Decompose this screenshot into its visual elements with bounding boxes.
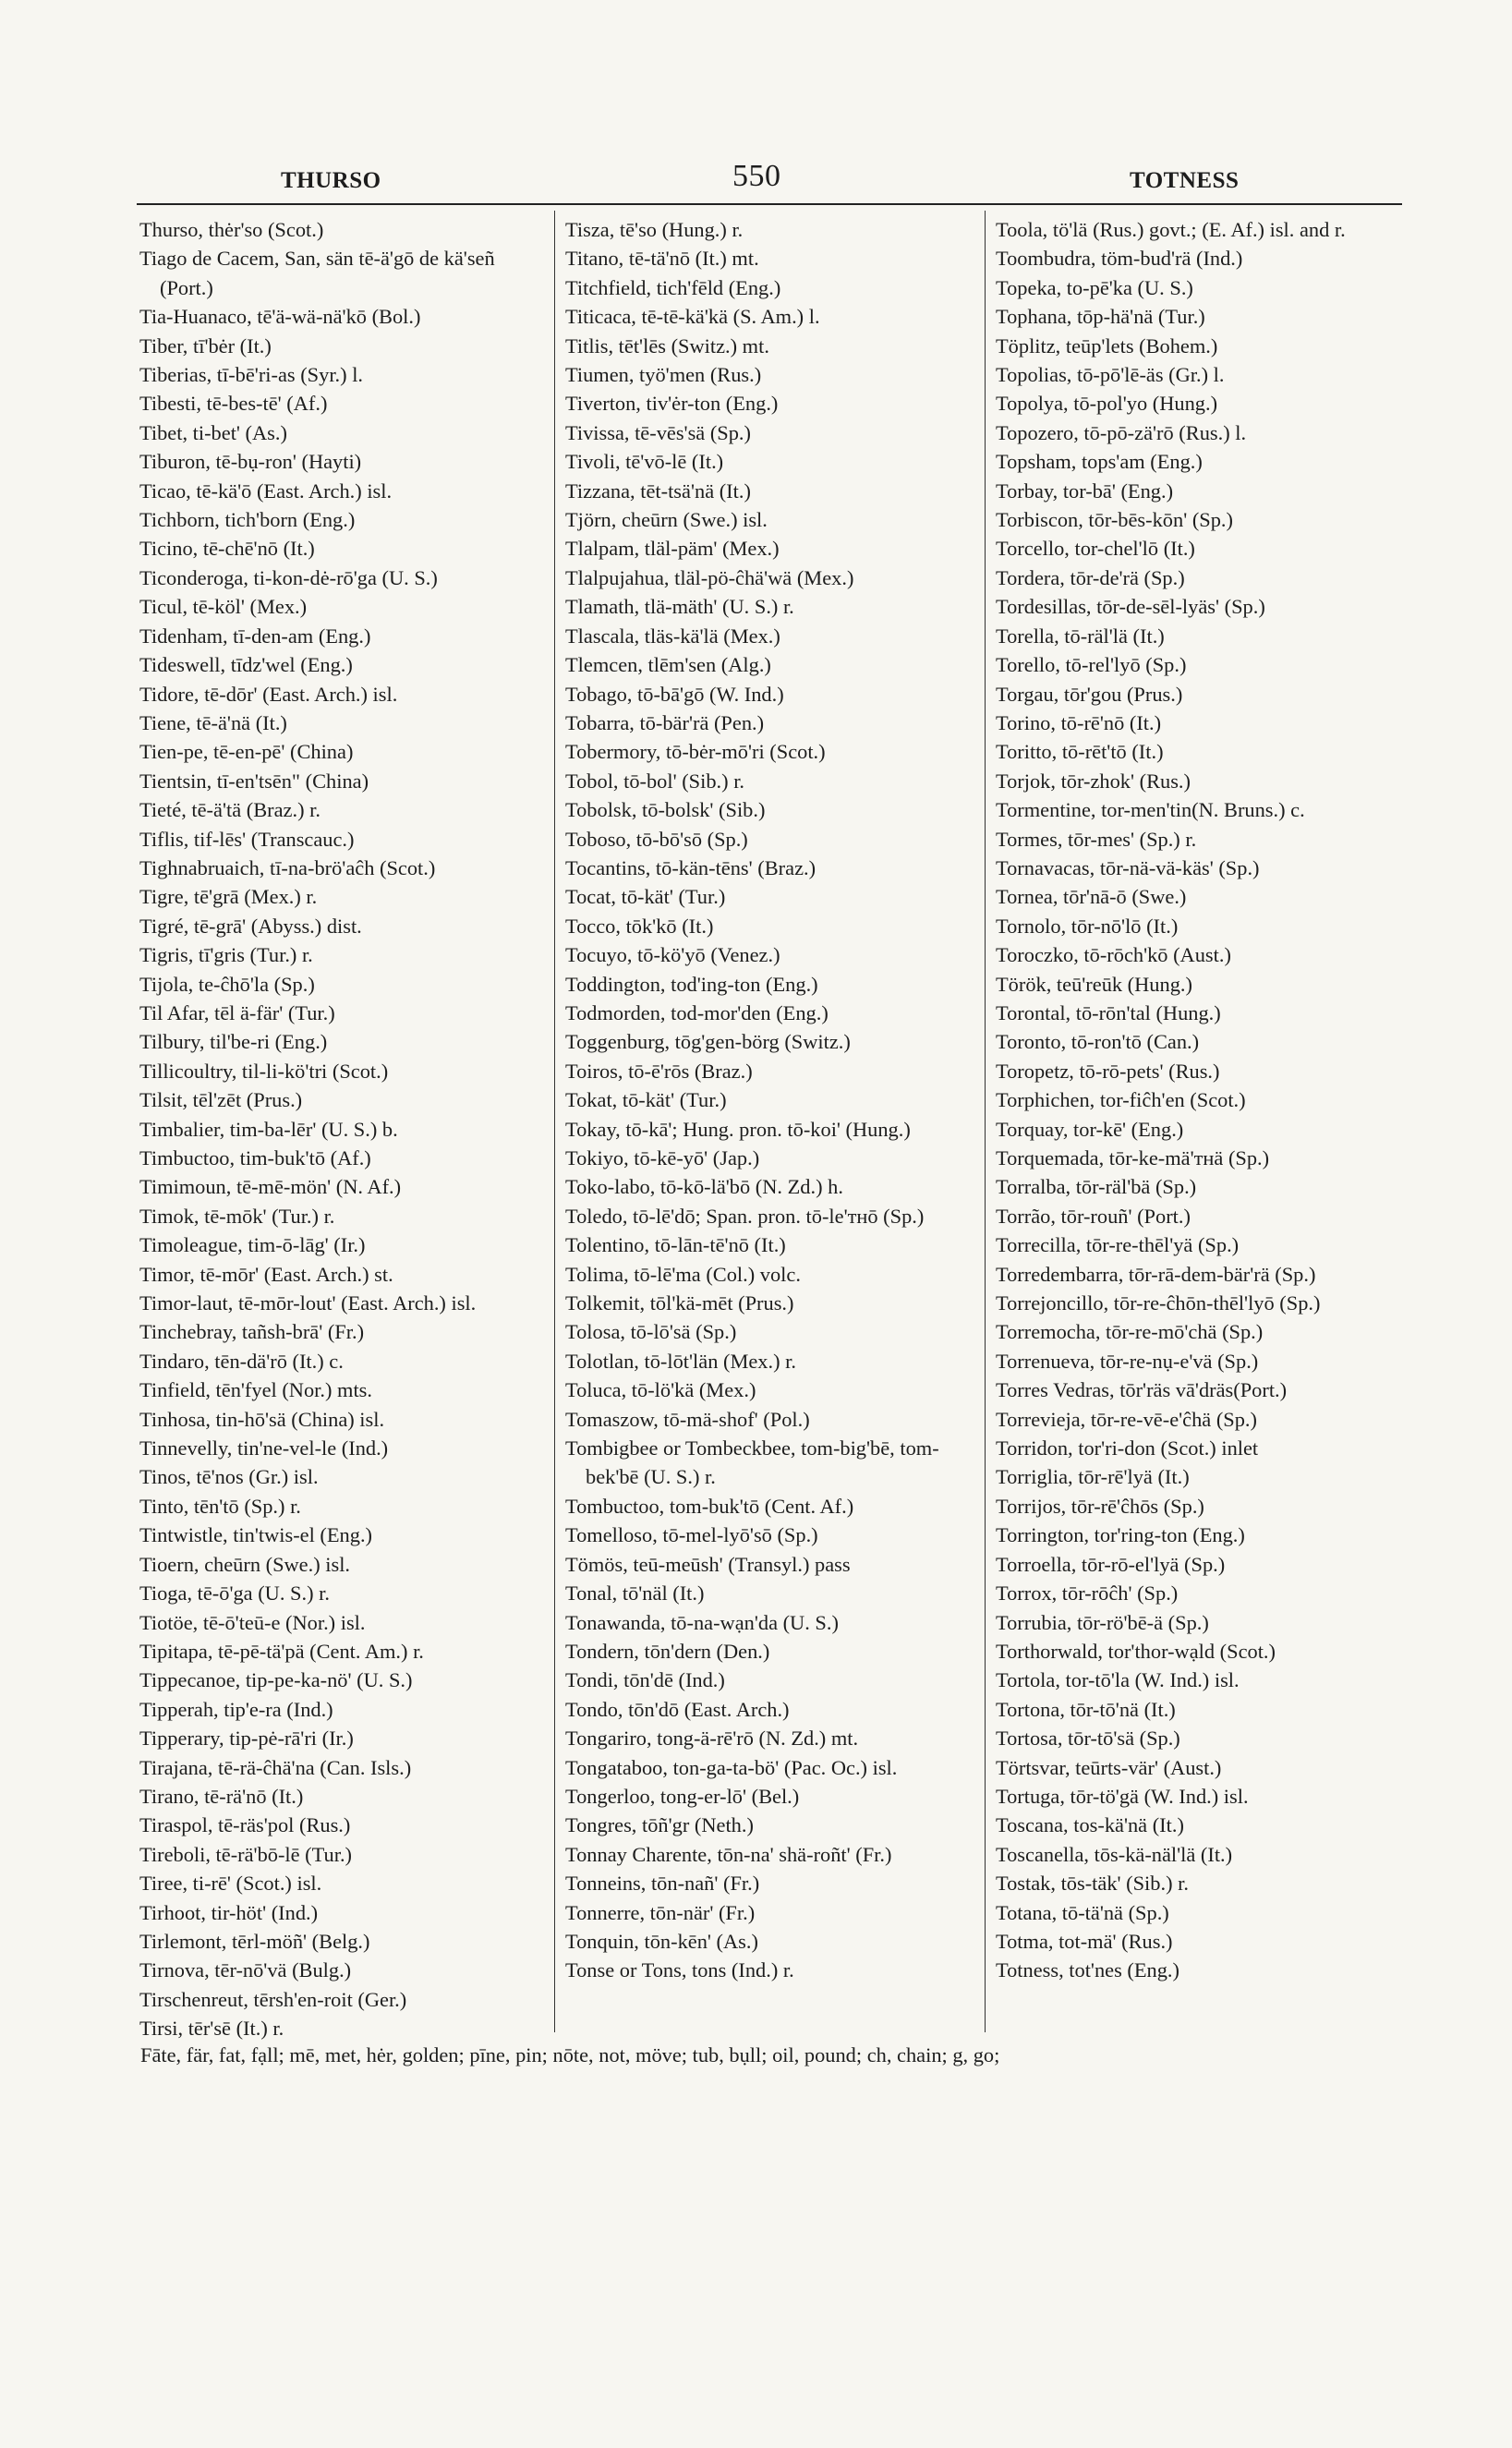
gazetteer-entry: Torino, tō-rē'nō (It.) <box>996 710 1162 734</box>
gazetteer-entry: Toledo, tō-lē'dō; Span. pron. tō-le'ᴛʜō (Sp.) <box>565 1204 925 1228</box>
gazetteer-entry: Tokat, tō-kät' (Tur.) <box>565 1088 727 1112</box>
gazetteer-entry: Tinchebray, tañsh-brā' (Fr.) <box>139 1320 365 1344</box>
gazetteer-entry: Tia-Huanaco, tē'ä-wä-nä'kō (Bol.) <box>139 305 421 329</box>
gazetteer-entry: Tivissa, tē-vēs'sä (Sp.) <box>565 420 751 444</box>
gazetteer-entry: Toiros, tō-ē'rōs (Braz.) <box>565 1059 753 1083</box>
gazetteer-entry: Tiber, tī'bėr (It.) <box>139 333 272 358</box>
gazetteer-entry: Tisza, tē'so (Hung.) r. <box>565 218 744 241</box>
gazetteer-entry: Tipperary, tip-pė-rā'ri (Ir.) <box>139 1727 354 1751</box>
gazetteer-entry: Torridon, tor'ri-don (Scot.) inlet <box>996 1436 1259 1460</box>
gazetteer-entry: Tongres, tōñ'gr (Neth.) <box>565 1813 754 1837</box>
gazetteer-entry: Tolosa, tō-lō'sä (Sp.) <box>565 1320 737 1344</box>
gazetteer-entry: Tocco, tōk'kō (It.) <box>565 914 714 938</box>
gazetteer-entry: Titano, tē-tä'nō (It.) mt. <box>565 247 759 271</box>
header-left-guide-word: THURSO <box>281 168 381 193</box>
gazetteer-entry: Tonal, tō'näl (It.) <box>565 1582 705 1606</box>
gazetteer-entry: Tobol, tō-bol' (Sib.) r. <box>565 769 745 793</box>
gazetteer-entry: Torquay, tor-kē' (Eng.) <box>996 1117 1184 1141</box>
gazetteer-entry: Totma, tot-mä' (Rus.) <box>996 1929 1173 1953</box>
gazetteer-entry: Todmorden, tod-mor'den (Eng.) <box>565 1000 829 1024</box>
gazetteer-entry: Tiraspol, tē-räs'pol (Rus.) <box>139 1813 351 1837</box>
gazetteer-entry: Topsham, tops'am (Eng.) <box>996 450 1203 474</box>
gazetteer-entry: Timor, tē-mōr' (East. Arch.) st. <box>139 1262 393 1286</box>
gazetteer-entry: Tiene, tē-ä'nä (It.) <box>139 710 287 734</box>
gazetteer-entry: Torello, tō-rel'lyō (Sp.) <box>996 653 1187 677</box>
gazetteer-entry: Tonquin, tōn-kēn' (As.) <box>565 1929 758 1953</box>
gazetteer-entry: Tindaro, tēn-dä'rō (It.) c. <box>139 1349 344 1373</box>
gazetteer-entry: Tombigbee or Tombeckbee, tom-big'bē, tom-bek'bē (U. S.) r. <box>565 1436 939 1489</box>
gazetteer-entry: Timoleague, tim-ō-lāg' (Ir.) <box>139 1233 366 1257</box>
gazetteer-entry: Tonneins, tōn-nañ' (Fr.) <box>565 1872 760 1896</box>
gazetteer-entry: Torthorwald, tor'thor-wạld (Scot.) <box>996 1639 1276 1663</box>
gazetteer-entry: Tongariro, tong-ä-rē'rō (N. Zd.) mt. <box>565 1727 859 1751</box>
gazetteer-entry: Tostak, tōs-täk' (Sib.) r. <box>996 1872 1189 1896</box>
gazetteer-entry: Tombuctoo, tom-buk'tō (Cent. Af.) <box>565 1494 854 1518</box>
page-header <box>137 159 1402 200</box>
gazetteer-entry: Török, teū'reūk (Hung.) <box>996 972 1192 996</box>
gazetteer-entry: Tipitapa, tē-pē-tä'pä (Cent. Am.) r. <box>139 1639 424 1663</box>
gazetteer-entry: Tirnova, tēr-nō'vä (Bulg.) <box>139 1958 352 1982</box>
gazetteer-entry: Tintwistle, tin'twis-el (Eng.) <box>139 1523 372 1547</box>
gazetteer-entry: Törtsvar, teūrts-vär' (Aust.) <box>996 1755 1222 1779</box>
gazetteer-entry: Tormentine, tor-men'tin(N. Bruns.) c. <box>996 798 1305 822</box>
gazetteer-entry: Tocat, tō-kät' (Tur.) <box>565 885 726 909</box>
gazetteer-entry: Toggenburg, tōg'gen-börg (Switz.) <box>565 1030 851 1054</box>
gazetteer-entry: Tigre, tē'grā (Mex.) r. <box>139 885 318 909</box>
gazetteer-entry: Timimoun, tē-mē-mön' (N. Af.) <box>139 1175 402 1199</box>
gazetteer-entry: Tornea, tōr'nā-ō (Swe.) <box>996 885 1187 909</box>
gazetteer-entry: Toscana, tos-kä'nä (It.) <box>996 1813 1184 1837</box>
gazetteer-entry: Tobolsk, tō-bolsk' (Sib.) <box>565 798 766 822</box>
gazetteer-entry: Tidenham, tī-den-am (Eng.) <box>139 624 371 648</box>
gazetteer-entry: Torralba, tōr-räl'bä (Sp.) <box>996 1175 1197 1199</box>
gazetteer-entry: Torrenueva, tōr-re-nụ-e'vä (Sp.) <box>996 1349 1259 1373</box>
gazetteer-entry: Tinhosa, tin-hō'sä (China) isl. <box>139 1407 385 1431</box>
gazetteer-entry: Tigré, tē-grā' (Abyss.) dist. <box>139 914 362 938</box>
gazetteer-entry: Torriglia, tōr-rē'lyä (It.) <box>996 1465 1190 1489</box>
gazetteer-entry: Tibesti, tē-bes-tē' (Af.) <box>139 392 328 416</box>
gazetteer-entry: Tortuga, tōr-tö'gä (W. Ind.) isl. <box>996 1784 1249 1808</box>
column-2 <box>565 215 975 1985</box>
gazetteer-entry: Tonnerre, tōn-när' (Fr.) <box>565 1900 756 1924</box>
gazetteer-entry: Torrejoncillo, tōr-re-ĉhōn-thēl'lyō (Sp.) <box>996 1291 1321 1315</box>
gazetteer-entry: Tirlemont, tērl-möñ' (Belg.) <box>139 1929 370 1953</box>
gazetteer-entry: Tibet, ti-bet' (As.) <box>139 420 287 444</box>
gazetteer-entry: Tortona, tōr-tō'nä (It.) <box>996 1697 1176 1721</box>
gazetteer-entry: Tobago, tō-bā'gō (W. Ind.) <box>565 682 784 706</box>
gazetteer-entry: Torres Vedras, tōr'räs vā'dräs(Port.) <box>996 1378 1288 1402</box>
gazetteer-entry: Tlalpam, tläl-päm' (Mex.) <box>565 537 780 561</box>
gazetteer-entry: Tolima, tō-lē'ma (Col.) volc. <box>565 1262 801 1286</box>
gazetteer-entry: Tlemcen, tlēm'sen (Alg.) <box>565 653 771 677</box>
gazetteer-entry: Toropetz, tō-rō-pets' (Rus.) <box>996 1059 1220 1083</box>
gazetteer-entry: Timbalier, tim-ba-lēr' (U. S.) b. <box>139 1117 398 1141</box>
gazetteer-entry: Tocantins, tō-kän-tēns' (Braz.) <box>565 855 816 879</box>
gazetteer-entry: Tigris, tī'gris (Tur.) r. <box>139 943 313 967</box>
gazetteer-entry: Torphichen, tor-fiĉh'en (Scot.) <box>996 1088 1246 1112</box>
gazetteer-entry: Tonawanda, tō-na-wạn'da (U. S.) <box>565 1610 839 1634</box>
gazetteer-entry: Toombudra, töm-bud'rä (Ind.) <box>996 247 1243 271</box>
gazetteer-entry: Timok, tē-mōk' (Tur.) r. <box>139 1204 335 1228</box>
pronunciation-key-footer: Fāte, fär, fat, fạll; mē, met, hėr, golden; pīne, pin; nōte, not, möve; tub, bụll; oil, pound; ch, chain; g, go; <box>140 2043 1000 2066</box>
gazetteer-entry: Tighnabruaich, tī-na-brö'aĉh (Scot.) <box>139 855 436 879</box>
gazetteer-entry: Topolya, tō-pol'yo (Hung.) <box>996 392 1218 416</box>
gazetteer-entry: Ticao, tē-kä'ō (East. Arch.) isl. <box>139 479 393 503</box>
gazetteer-entry: Til Afar, tēl ä-fär' (Tur.) <box>139 1000 335 1024</box>
gazetteer-entry: Torrecilla, tōr-re-thēl'yä (Sp.) <box>996 1233 1240 1257</box>
gazetteer-entry: Torrevieja, tōr-re-vē-e'ĉhä (Sp.) <box>996 1407 1257 1431</box>
gazetteer-entry: Tideswell, tīdz'wel (Eng.) <box>139 653 353 677</box>
gazetteer-entry: Torella, tō-räl'lä (It.) <box>996 624 1165 648</box>
gazetteer-entry: Totana, tō-tä'nä (Sp.) <box>996 1900 1169 1924</box>
gazetteer-entry: Torrubia, tōr-rö'bē-ä (Sp.) <box>996 1610 1209 1634</box>
gazetteer-entry: Tongataboo, ton-ga-ta-bö' (Pac. Oc.) isl. <box>565 1755 898 1779</box>
gazetteer-entry: Tolotlan, tō-lōt'län (Mex.) r. <box>565 1349 796 1373</box>
gazetteer-entry: Toko-labo, tō-kō-lä'bō (N. Zd.) h. <box>565 1175 843 1199</box>
column-divider-1 <box>554 211 555 2032</box>
gazetteer-entry: Tiumen, työ'men (Rus.) <box>565 363 762 387</box>
gazetteer-entry: Tinto, tēn'tō (Sp.) r. <box>139 1494 301 1518</box>
gazetteer-entry: Tirhoot, tir-höt' (Ind.) <box>139 1900 319 1924</box>
gazetteer-entry: Timor-laut, tē-mōr-lout' (East. Arch.) isl. <box>139 1291 477 1315</box>
gazetteer-entry: Tirajana, tē-rä-ĉhä'na (Can. Isls.) <box>139 1755 412 1779</box>
gazetteer-entry: Totness, tot'nes (Eng.) <box>996 1958 1179 1982</box>
gazetteer-entry: Tocuyo, tō-kö'yō (Venez.) <box>565 943 780 967</box>
gazetteer-entry: Torredembarra, tōr-rā-dem-bär'rä (Sp.) <box>996 1262 1316 1286</box>
gazetteer-entry: Tobermory, tō-bėr-mō'ri (Scot.) <box>565 740 826 764</box>
gazetteer-entry: Tortola, tor-tō'la (W. Ind.) isl. <box>996 1668 1240 1692</box>
gazetteer-entry: Tioern, cheūrn (Swe.) isl. <box>139 1552 351 1576</box>
gazetteer-entry: Tordesillas, tōr-de-sēl-lyäs' (Sp.) <box>996 595 1265 619</box>
gazetteer-entry: Tien-pe, tē-en-pē' (China) <box>139 740 354 764</box>
gazetteer-entry: Torcello, tor-chel'lō (It.) <box>996 537 1195 561</box>
gazetteer-entry: Torbay, tor-bā' (Eng.) <box>996 479 1174 503</box>
gazetteer-entry: Tlalpujahua, tläl-pö-ĉhä'wä (Mex.) <box>565 565 854 589</box>
gazetteer-entry: Toola, tö'lä (Rus.) govt.; (E. Af.) isl. and r. <box>996 218 1346 241</box>
gazetteer-entry: Tipperah, tip'e-ra (Ind.) <box>139 1697 333 1721</box>
gazetteer-entry: Thurso, thėr'so (Scot.) <box>139 218 324 241</box>
gazetteer-entry: Torremocha, tōr-re-mō'chä (Sp.) <box>996 1320 1264 1344</box>
gazetteer-entry: Tirschenreut, tērsh'en-roit (Ger.) <box>139 1987 407 2011</box>
gazetteer-entry: Toluca, tō-lö'kä (Mex.) <box>565 1378 756 1402</box>
gazetteer-entry: Tlascala, tläs-kä'lä (Mex.) <box>565 624 780 648</box>
gazetteer-entry: Topeka, to-pē'ka (U. S.) <box>996 275 1193 299</box>
gazetteer-entry: Toddington, tod'ing-ton (Eng.) <box>565 972 818 996</box>
gazetteer-entry: Torrijos, tōr-rē'ĉhōs (Sp.) <box>996 1494 1204 1518</box>
gazetteer-entry: Tonse or Tons, tons (Ind.) r. <box>565 1958 794 1982</box>
gazetteer-entry: Tiotöe, tē-ō'teū-e (Nor.) isl. <box>139 1610 366 1634</box>
page-number: 550 <box>732 159 781 193</box>
gazetteer-entry: Tippecanoe, tip-pe-ka-nö' (U. S.) <box>139 1668 413 1692</box>
gazetteer-entry: Ticul, tē-köl' (Mex.) <box>139 595 308 619</box>
gazetteer-entry: Torbiscon, tōr-bēs-kōn' (Sp.) <box>996 508 1233 532</box>
gazetteer-entry: Ticonderoga, ti-kon-dė-rō'ga (U. S.) <box>139 565 438 589</box>
gazetteer-entry: Toboso, tō-bō'sō (Sp.) <box>565 827 748 851</box>
gazetteer-entry: Tiago de Cacem, San, sän tē-ä'gō de kä'señ (Port.) <box>139 247 495 299</box>
gazetteer-entry: Torrington, tor'ring-ton (Eng.) <box>996 1523 1245 1547</box>
gazetteer-entry: Torroella, tōr-rō-el'lyä (Sp.) <box>996 1552 1226 1576</box>
column-1 <box>139 215 546 2043</box>
gazetteer-entry: Tiburon, tē-bụ-ron' (Hayti) <box>139 450 362 474</box>
gazetteer-entry: Toritto, tō-rēt'tō (It.) <box>996 740 1164 764</box>
gazetteer-entry: Tornavacas, tōr-nä-vä-käs' (Sp.) <box>996 855 1260 879</box>
gazetteer-entry: Tlamath, tlä-mäth' (U. S.) r. <box>565 595 794 619</box>
gazetteer-entry: Tolkemit, tōl'kä-mēt (Prus.) <box>565 1291 794 1315</box>
gazetteer-entry: Tizzana, tēt-tsä'nä (It.) <box>565 479 751 503</box>
gazetteer-entry: Tondo, tōn'dō (East. Arch.) <box>565 1697 790 1721</box>
gazetteer-entry: Tinos, tē'nos (Gr.) isl. <box>139 1465 319 1489</box>
gazetteer-entry: Tilsit, tēl'zēt (Prus.) <box>139 1088 303 1112</box>
gazetteer-entry: Titlis, tēt'lēs (Switz.) mt. <box>565 333 769 358</box>
gazetteer-entry: Tillicoultry, til-li-kö'tri (Scot.) <box>139 1059 389 1083</box>
gazetteer-entry: Tivoli, tē'vō-lē (It.) <box>565 450 724 474</box>
gazetteer-entry: Tirsi, tēr'sē (It.) r. <box>139 2017 284 2041</box>
header-right-guide-word: TOTNESS <box>1130 168 1240 193</box>
gazetteer-entry: Torgau, tōr'gou (Prus.) <box>996 682 1183 706</box>
gazetteer-entry: Töplitz, teūp'lets (Bohem.) <box>996 333 1218 358</box>
gazetteer-entry: Tiberias, tī-bē'ri-as (Syr.) l. <box>139 363 364 387</box>
column-3 <box>996 215 1408 1985</box>
gazetteer-entry: Tongerloo, tong-er-lō' (Bel.) <box>565 1784 800 1808</box>
gazetteer-entry: Tolentino, tō-lān-tē'nō (It.) <box>565 1233 786 1257</box>
gazetteer-entry: Tonnay Charente, tōn-na' shä-roñt' (Fr.) <box>565 1842 892 1866</box>
gazetteer-entry: Tiverton, tiv'ėr-ton (Eng.) <box>565 392 779 416</box>
gazetteer-entry: Tokay, tō-kā'; Hung. pron. tō-koi' (Hung.) <box>565 1117 911 1141</box>
gazetteer-entry: Torjok, tōr-zhok' (Rus.) <box>996 769 1191 793</box>
gazetteer-entry: Tidore, tē-dōr' (East. Arch.) isl. <box>139 682 398 706</box>
column-divider-2 <box>985 211 986 2032</box>
gazetteer-entry: Tordera, tōr-de'rä (Sp.) <box>996 565 1185 589</box>
gazetteer-entry: Timbuctoo, tim-buk'tō (Af.) <box>139 1146 371 1169</box>
gazetteer-entry: Tilbury, til'be-ri (Eng.) <box>139 1030 328 1054</box>
gazetteer-entry: Torrox, tōr-rōĉh' (Sp.) <box>996 1582 1179 1606</box>
gazetteer-entry: Tirano, tē-rä'nō (It.) <box>139 1784 304 1808</box>
gazetteer-entry: Tomaszow, tō-mä-shof' (Pol.) <box>565 1407 810 1431</box>
gazetteer-entry: Tortosa, tōr-tō'sä (Sp.) <box>996 1727 1180 1751</box>
gazetteer-entry: Tireboli, tē-rä'bō-lē (Tur.) <box>139 1842 352 1866</box>
gazetteer-entry: Topozero, tō-pō-zä'rō (Rus.) l. <box>996 420 1247 444</box>
gazetteer-entry: Topolias, tō-pō'lē-äs (Gr.) l. <box>996 363 1225 387</box>
gazetteer-entry: Ticino, tē-chē'nō (It.) <box>139 537 315 561</box>
gazetteer-entry: Torrão, tōr-rouñ' (Port.) <box>996 1204 1191 1228</box>
gazetteer-entry: Tormes, tōr-mes' (Sp.) r. <box>996 827 1197 851</box>
gazetteer-entry: Toscanella, tōs-kä-näl'lä (It.) <box>996 1842 1233 1866</box>
gazetteer-entry: Tientsin, tī-en'tsēn" (China) <box>139 769 369 793</box>
gazetteer-entry: Tiflis, tif-lēs' (Transcauc.) <box>139 827 355 851</box>
gazetteer-entry: Tioga, tē-ō'ga (U. S.) r. <box>139 1582 330 1606</box>
gazetteer-entry: Tömös, teū-meūsh' (Transyl.) pass <box>565 1552 851 1576</box>
gazetteer-entry: Torontal, tō-rōn'tal (Hung.) <box>996 1000 1221 1024</box>
gazetteer-entry: Tophana, tōp-hä'nä (Tur.) <box>996 305 1205 329</box>
gazetteer-entry: Tinnevelly, tin'ne-vel-le (Ind.) <box>139 1436 389 1460</box>
gazetteer-entry: Tondern, tōn'dern (Den.) <box>565 1639 770 1663</box>
gazetteer-entry: Toronto, tō-ron'tō (Can.) <box>996 1030 1200 1054</box>
header-rule <box>137 203 1402 205</box>
gazetteer-entry: Tinfield, tēn'fyel (Nor.) mts. <box>139 1378 372 1402</box>
gazetteer-entry: Tjörn, cheūrn (Swe.) isl. <box>565 508 768 532</box>
gazetteer-entry: Torquemada, tōr-ke-mä'ᴛʜä (Sp.) <box>996 1146 1270 1169</box>
gazetteer-entry: Tichborn, tich'born (Eng.) <box>139 508 356 532</box>
gazetteer-entry: Tomelloso, tō-mel-lyō'sō (Sp.) <box>565 1523 818 1547</box>
gazetteer-entry: Tobarra, tō-bär'rä (Pen.) <box>565 710 765 734</box>
gazetteer-entry: Toroczko, tō-rōch'kō (Aust.) <box>996 943 1231 967</box>
gazetteer-entry: Tieté, tē-ä'tä (Braz.) r. <box>139 798 321 822</box>
gazetteer-entry: Tondi, tōn'dē (Ind.) <box>565 1668 725 1692</box>
gazetteer-entry: Tiree, ti-rē' (Scot.) isl. <box>139 1872 322 1896</box>
gazetteer-entry: Tijola, te-ĉhō'la (Sp.) <box>139 972 315 996</box>
gazetteer-entry: Titicaca, tē-tē-kä'kä (S. Am.) l. <box>565 305 820 329</box>
gazetteer-entry: Tornolo, tōr-nō'lō (It.) <box>996 914 1179 938</box>
gazetteer-entry: Titchfield, tich'fēld (Eng.) <box>565 275 781 299</box>
gazetteer-entry: Tokiyo, tō-kē-yō' (Jap.) <box>565 1146 760 1169</box>
